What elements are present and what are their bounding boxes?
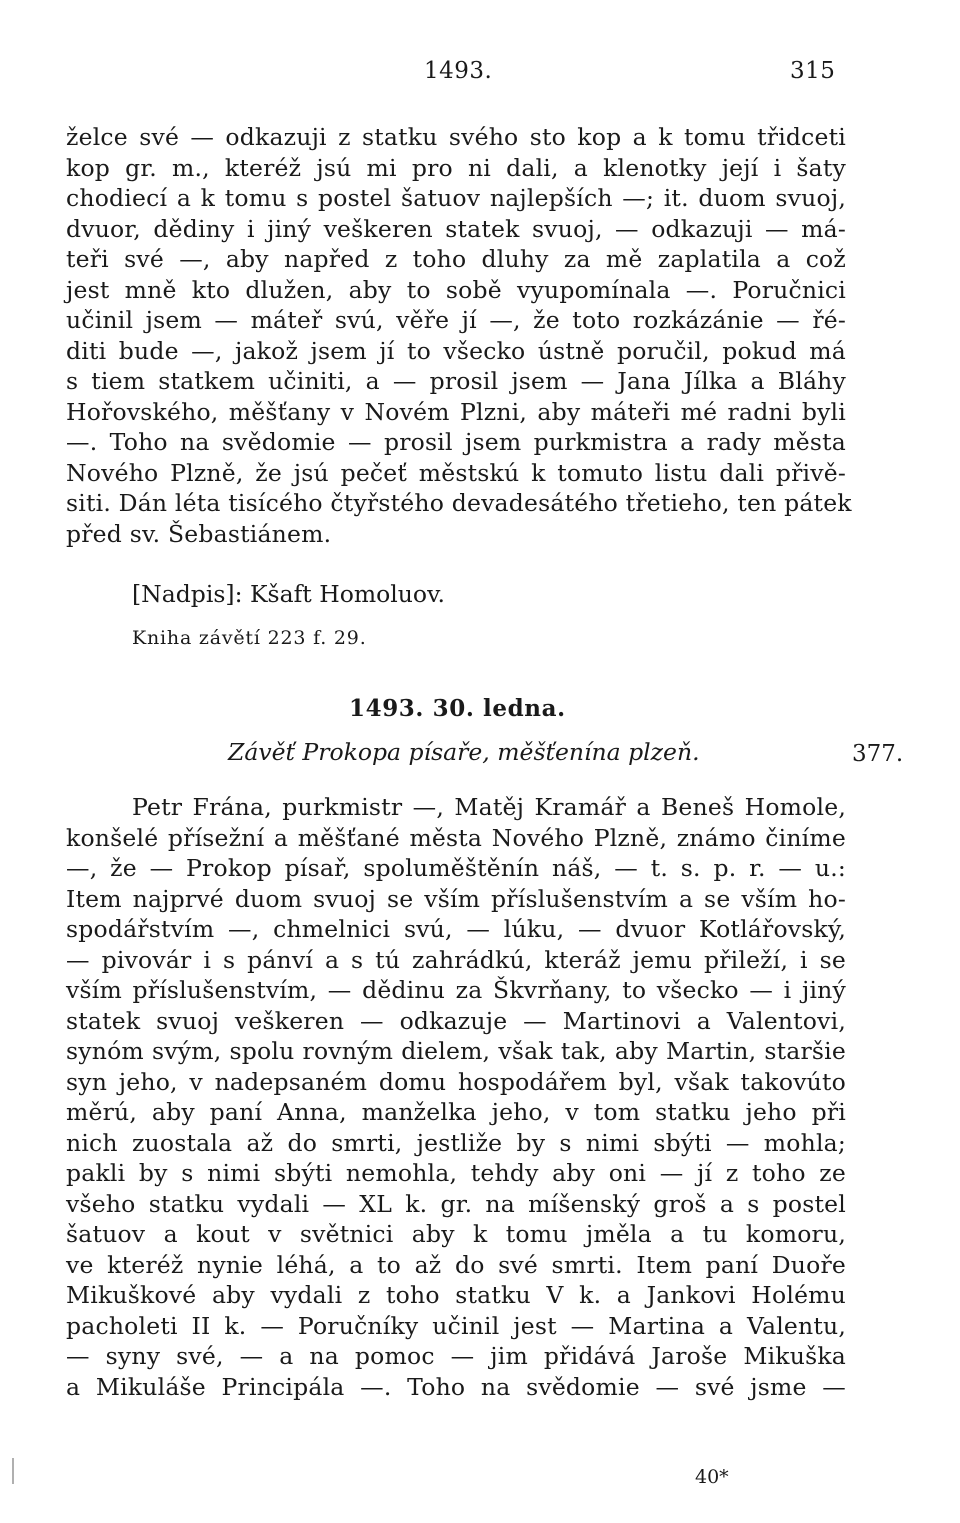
text-line: Item najprvé duom svuoj se vším příslušenstvím a se vším ho- (66, 884, 846, 913)
text-line: pakli by s nimi sbýti nemohla, tehdy aby oni — jí z toho ze (66, 1159, 846, 1187)
text-line: diti bude —, jakož jsem jí to všecko ústně poručil, pokud má (66, 336, 846, 365)
text-line: siti. Dán léta tisícého čtyřstého devadesátého třetieho, ten pátek (66, 489, 852, 517)
text-line: kop gr. m., kteréž jsú mi pro ni dali, a klenotky její i šaty (66, 153, 846, 182)
entry-date: 1493. 30. ledna. (349, 695, 566, 722)
text-line: Mikuškové aby vydali z toho statku V k. a Jankovi Holému (66, 1281, 846, 1309)
text-line: pacholeti II k. — Poručníky učinil jest — Martina a Valentu, (66, 1311, 846, 1340)
text-line: s tiem statkem učiniti, a — prosil jsem — Jana Jílka a Bláhy (66, 367, 846, 395)
page-number: 315 (790, 58, 836, 84)
text-line: teři své —, aby napřed z toho dluhy za mě zaplatila a což (66, 245, 846, 273)
text-line: chodiecí a k tomu s postel šatuov najlepších —; it. duom svuoj, (66, 184, 846, 212)
text-line: Hořovského, měšťany v Novém Plzni, aby máteři mé radni byli (66, 397, 846, 426)
text-line: Nového Plzně, že jsú pečeť městskú k tomuto listu dali přivě- (66, 458, 846, 487)
entry-number: 377. (852, 741, 904, 767)
entry-body (66, 792, 846, 1402)
text-line: syn jeho, v nadepsaném domu hospodářem byl, však takovúto (66, 1067, 846, 1096)
text-line: před sv. Šebastiánem. (66, 519, 332, 548)
text-line: — syny své, — a na pomoc — jim přidává Jaroše Mikuška (66, 1342, 846, 1370)
text-line: ve kteréž nynie léhá, a to až do své smrti. Item paní Duoře (66, 1250, 846, 1279)
text-line: — pivovár i s pánví a s tú zahrádkú, kteráž jemu přileží, i se (66, 945, 846, 974)
text-line: nich zuostala až do smrti, jestliže by s nimi sbýti — mohla; (66, 1128, 846, 1157)
margin-mark (12, 1458, 14, 1484)
text-line: šatuov a kout v světnici aby k tomu jměla a tu komoru, (66, 1220, 846, 1248)
entry-title: Závěť Prokopa písaře, měšťenína plzeň. (228, 738, 700, 766)
text-line: Petr Frána, purkmistr —, Matěj Kramář a Beneš Homole, (132, 793, 846, 821)
text-line: konšelé přísežní a měšťané města Nového Plzně, známo činíme (66, 823, 846, 852)
text-line: všeho statku vydali — XL k. gr. na míšenský groš a s postel (66, 1189, 846, 1218)
top-paragraph (66, 122, 852, 549)
text-line: —, že — Prokop písař, spoluměštěnín náš, — t. s. p. r. — u.: (66, 854, 846, 882)
text-line: učinil jsem — máteř svú, věře jí —, že toto rozkázánie — řé- (66, 306, 846, 334)
text-line: —. Toho na svědomie — prosil jsem purkmistra a rady města (66, 428, 846, 456)
text-line: a Mikuláše Principála —. Toho na svědomie — své jsme — (66, 1372, 846, 1401)
source-reference: Kniha závětí 223 f. 29. (132, 627, 367, 649)
text-line: jest mně kto dlužen, aby to sobě vyupomínala —. Poručnici (66, 275, 846, 304)
text-line: spodářstvím —, chmelnici svú, — lúku, — dvuor Kotlářovský, (66, 915, 846, 943)
text-line: dvuor, dědiny i jiný veškeren statek svuoj, — odkazuji — má- (66, 214, 846, 243)
inscription-note: [Nadpis]: Kšaft Homoluov. (132, 580, 446, 608)
text-line: synóm svým, spolu rovným dielem, však tak, aby Martin, staršie (66, 1037, 846, 1065)
running-header-year: 1493. (424, 58, 493, 84)
text-line: statek svuoj veškeren — odkazuje — Martinovi a Valentovi, (66, 1006, 846, 1035)
text-line: měrú, aby paní Anna, manželka jeho, v tom statku jeho při (66, 1098, 846, 1126)
text-line: želce své — odkazuji z statku svého sto kop a k tomu třidceti (66, 123, 846, 151)
signature-mark: 40* (695, 1466, 729, 1488)
text-line: vším příslušenstvím, — dědinu za Škvrňany, to všecko — i jiný (66, 976, 846, 1004)
